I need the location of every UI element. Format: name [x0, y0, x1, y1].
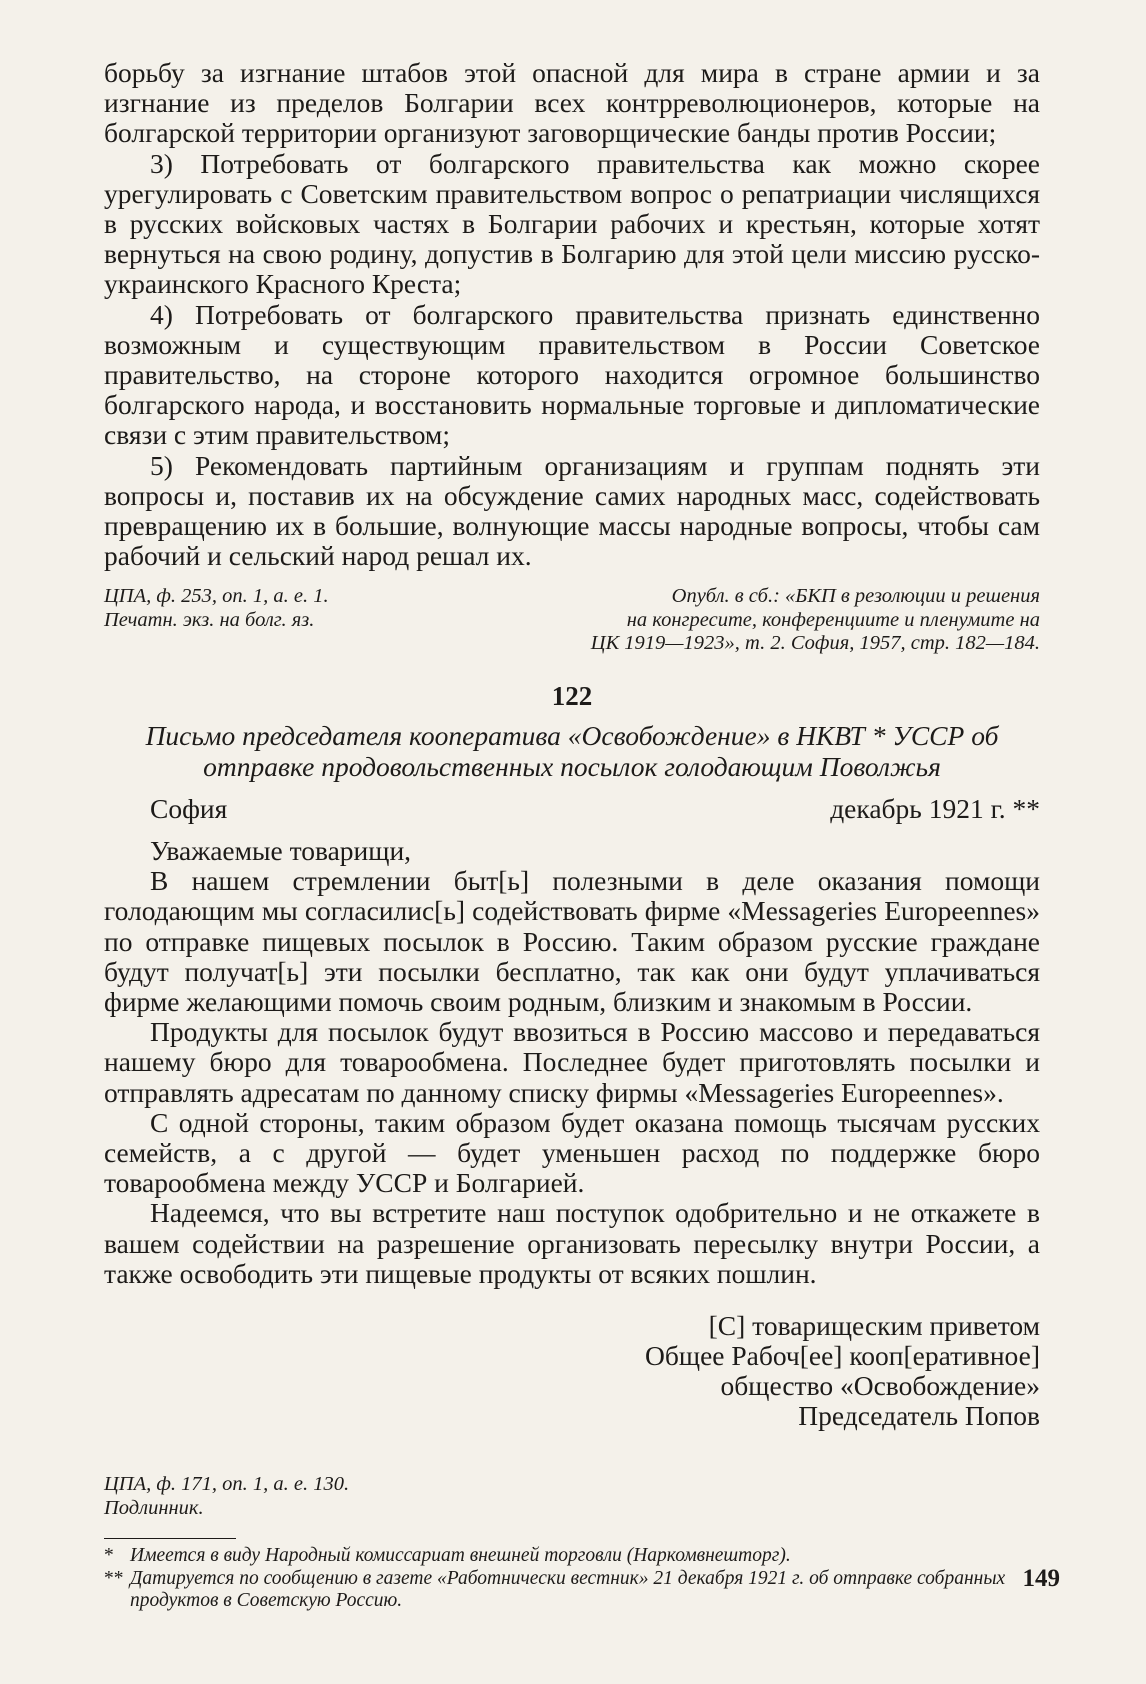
footnote-text: Имеется в виду Народный комиссариат внешней торговли (Наркомвнешторг). [130, 1545, 791, 1566]
archive-source-line: Печатн. экз. на болг. яз. [104, 608, 315, 631]
signature-line: Общее Рабоч[ее] кооп[еративное] [645, 1340, 1040, 1371]
page-number: 149 [1022, 1565, 1060, 1592]
place: София [150, 792, 228, 824]
publication-source [540, 585, 1040, 656]
footnote-divider [104, 1538, 236, 1539]
footnote-mark: * [104, 1545, 114, 1566]
archive-source-line: ЦПА, ф. 253, оп. 1, а. е. 1. [104, 585, 329, 608]
archive-source [104, 585, 514, 656]
archive-reference [104, 1473, 1040, 1520]
document-title [104, 720, 1040, 782]
greeting: Уважаемые товарищи, [150, 834, 412, 866]
paragraph-point-4: 4) Потребовать от болгарского правительства признать единственно возможным и существующим правительством в России Советское правительство, на стороне которого находится огромное большинство болгарского народа, и восстановить нормальные торговые и дипломатические связи с этим правительством; [104, 298, 1040, 451]
paragraph-point-3: 3) Потребовать от болгарского правительства как можно скорее урегулировать с Советским правительством вопрос о репатриации числящихся в русских войсковых частях в Болгарии рабочих и крестьян, которые хотят вернуться на свою родину, допустив в Болгарию для этой цели миссию русско-украинского Красного Креста; [104, 147, 1040, 300]
footnote [104, 1545, 1040, 1568]
archive-line: ЦПА, ф. 171, оп. 1, а. е. 130. [104, 1473, 350, 1495]
footnote [104, 1568, 1040, 1613]
publication-source-line: ЦК 1919—1923», т. 2. София, 1957, стр. 182—184. [590, 632, 1040, 655]
paragraph-point-5: 5) Рекомендовать партийным организациям и группам поднять эти вопросы и, поставив их на обсуждение самих народных масс, содействовать превращению их в большие, волнующие массы народные вопросы, чтобы сам рабочий и сельский народ решал их. [104, 449, 1040, 572]
letter-paragraph: С одной стороны, таким образом будет оказана помощь тысячам русских семейств, а с другой — будет уменьшен расход по поддержке бюро товарообмена между УССР и Болгарией. [104, 1106, 1040, 1199]
document-number: 122 [551, 680, 593, 711]
paragraph-continuation: борьбу за изгнание штабов этой опасной для мира в стране армии и за изгнание из пределов Болгарии всех контрреволюционеров, которые на болгарской территории организуют заговорщические банды против России; [104, 57, 1040, 149]
footnote-text: Датируется по сообщению в газете «Работнически вестник» 21 декабря 1921 г. об отправке собранных продуктов в Советскую Россию. [130, 1567, 1006, 1611]
footnote-mark: ** [104, 1567, 124, 1589]
signature-line: Председатель Попов [798, 1400, 1040, 1431]
document-title-line: отправке продовольственных посылок голодающим Поволжья [203, 750, 941, 782]
archive-line: Подлинник. [104, 1496, 204, 1519]
letter-paragraph: Надеемся, что вы встретите наш поступок одобрительно и не откажете в вашем содействии на разрешение организовать пересылку внутри России, а также освободить эти пищевые продукты от всяких пошлин. [104, 1197, 1040, 1289]
source-references [104, 585, 1040, 656]
letter-paragraph: В нашем стремлении быт[ь] полезными в деле оказания помощи голодающим мы согласилис[ь] содействовать фирме «Messageries Europeennes» по отправке пищевых посылок в Россию. Таким образом русские граждане будут получат[ь] эти посылки бесплатно, так как они будут уплачиваться фирме желающими помочь своим родным, близким и знакомым в России. [104, 865, 1040, 1017]
publication-source-line: на конгресите, конференциите и пленумите на [626, 608, 1040, 631]
signature-block [104, 1311, 1040, 1431]
letter-paragraph: Продукты для посылок будут ввозиться в Россию массово и передаваться нашему бюро для товарообмена. Последнее будет приготовлять посылки и отправлять адресатам по данному списку фирмы «Messageries Europeennes». [104, 1016, 1040, 1108]
document-page [104, 58, 1040, 1658]
publication-source-line: Опубл. в сб.: «БКП в резолюции и решения [671, 585, 1040, 608]
document-title-line: Письмо председателя кооператива «Освобождение» в НКВТ * УССР об [145, 719, 999, 751]
signature-line: общество «Освобождение» [720, 1370, 1040, 1401]
date: декабрь 1921 г. ** [830, 792, 1040, 824]
place-and-date [104, 794, 1040, 824]
signature-line: [С] товарищеским приветом [708, 1310, 1040, 1341]
